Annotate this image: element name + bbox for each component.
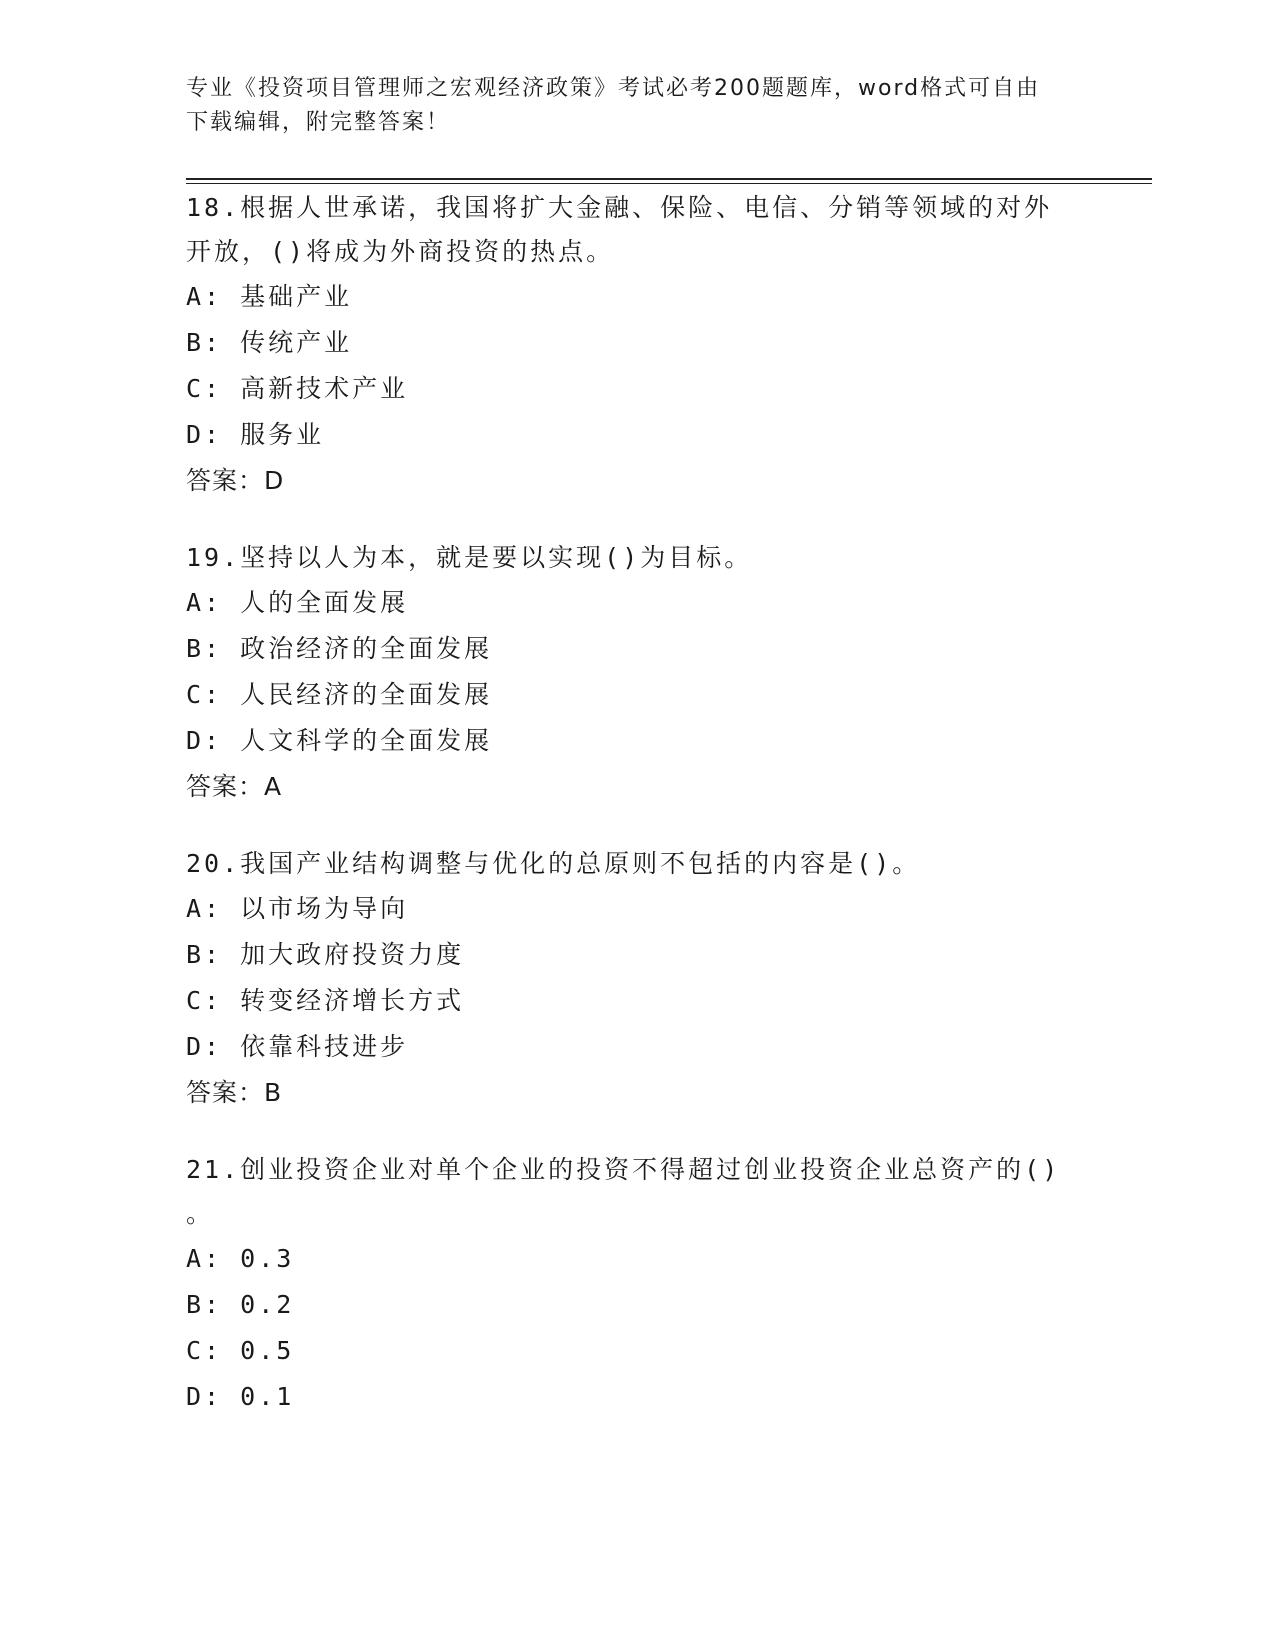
- option-d: D: 0.1: [186, 1382, 295, 1411]
- question-18: [186, 186, 1086, 504]
- question-stem-line-1: 19.坚持以人为本，就是要以实现()为目标。: [186, 543, 753, 572]
- question-stem-line-1: 20.我国产业结构调整与优化的总原则不包括的内容是()。: [186, 849, 921, 878]
- header-divider-thick: [186, 178, 1152, 180]
- option-a: A: 人的全面发展: [186, 588, 409, 617]
- question-20: [186, 842, 1086, 1116]
- option-c: C: 人民经济的全面发展: [186, 680, 493, 709]
- option-d: D: 依靠科技进步: [186, 1032, 409, 1061]
- question-stem-line-1: 18.根据人世承诺，我国将扩大金融、保险、电信、分销等领域的对外: [186, 193, 1053, 222]
- question-stem-line-1: 21.创业投资企业对单个企业的投资不得超过创业投资企业总资产的(): [186, 1155, 1061, 1184]
- option-b: B: 政治经济的全面发展: [186, 634, 493, 663]
- option-d: D: 服务业: [186, 420, 325, 449]
- option-b: B: 传统产业: [186, 328, 353, 357]
- option-a: A: 0.3: [186, 1244, 295, 1273]
- answer-line: 答案：B: [186, 1078, 283, 1107]
- question-stem-line-2: 。: [186, 1199, 215, 1228]
- intro-line-2: 下载编辑，附完整答案！: [186, 110, 451, 135]
- header-divider-thin: [186, 183, 1152, 184]
- option-c: C: 转变经济增长方式: [186, 986, 465, 1015]
- option-b: B: 加大政府投资力度: [186, 940, 465, 969]
- option-c: C: 0.5: [186, 1336, 295, 1365]
- option-a: A: 以市场为导向: [186, 894, 409, 923]
- option-c: C: 高新技术产业: [186, 374, 409, 403]
- option-b: B: 0.2: [186, 1290, 295, 1319]
- question-stem-line-2: 开放，()将成为外商投资的热点。: [186, 237, 615, 266]
- option-a: A: 基础产业: [186, 282, 353, 311]
- intro-line-1: 专业《投资项目管理师之宏观经济政策》考试必考200题题库，word格式可自由: [186, 76, 1041, 101]
- document-intro: [186, 72, 1066, 140]
- answer-line: 答案：D: [186, 466, 285, 495]
- option-d: D: 人文科学的全面发展: [186, 726, 493, 755]
- answer-line: 答案：A: [186, 772, 283, 801]
- question-19: [186, 536, 1086, 810]
- question-21: [186, 1148, 1086, 1420]
